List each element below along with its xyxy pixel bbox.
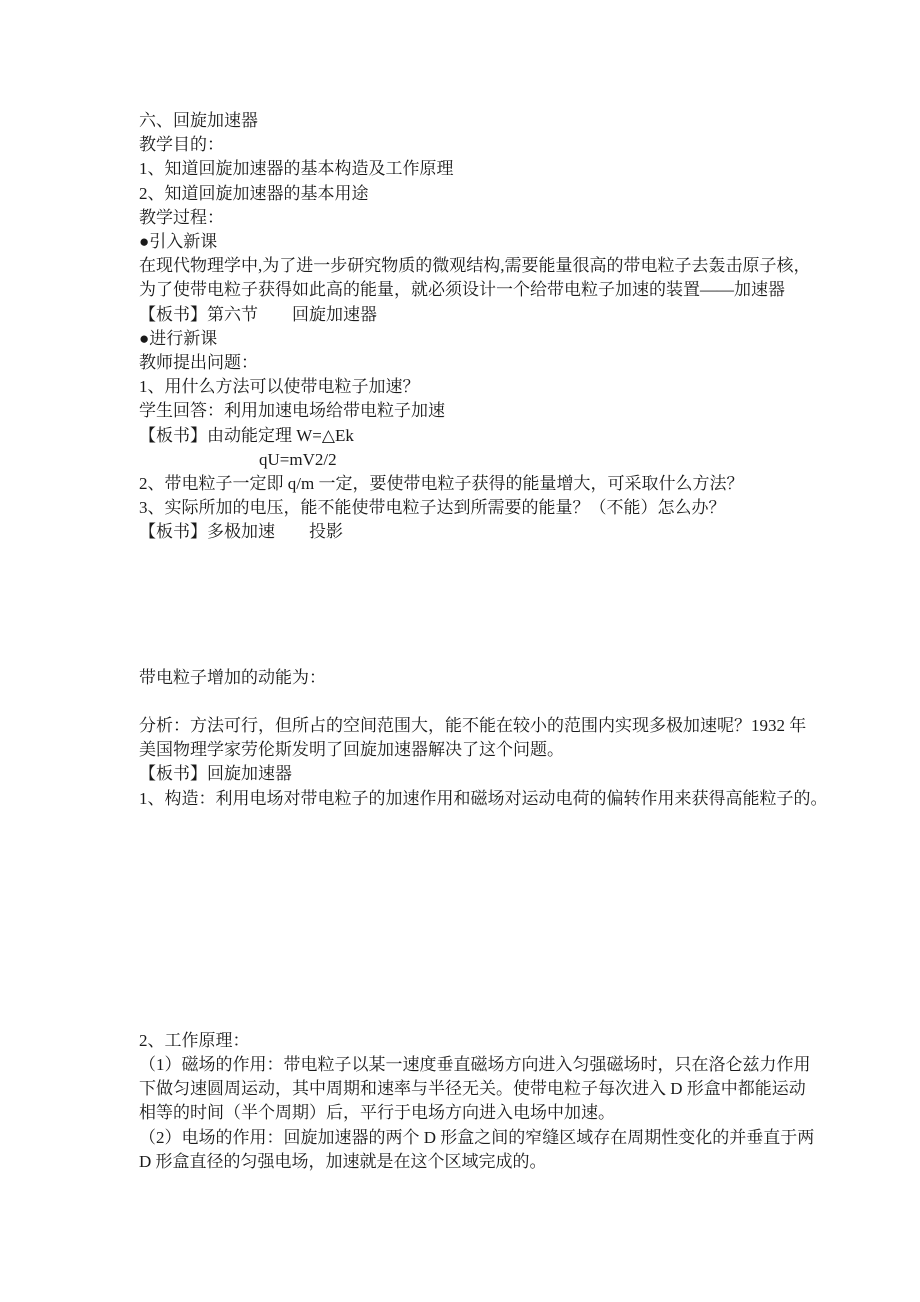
blank-line	[139, 859, 859, 883]
text-line: 【板书】回旋加速器	[139, 764, 292, 784]
text-line: 3、实际所加的电压，能不能使带电粒子达到所需要的能量？（不能）怎么办？	[139, 498, 726, 518]
blank-line	[139, 835, 859, 859]
text-line: 在现代物理学中,为了进一步研究物质的微观结构,需要能量很高的带电粒子去轰击原子核，	[139, 256, 811, 276]
blank-line	[139, 811, 859, 835]
text-line: 下做匀速圆周运动，其中周期和速率与半径无关。使带电粒子每次进入 D 形盒中都能运动	[139, 1079, 806, 1099]
blank-line	[139, 908, 859, 932]
text-line: D 形盒直径的匀强电场，加速就是在这个区域完成的。	[139, 1151, 547, 1171]
text-line: 教学过程：	[139, 207, 224, 227]
text-line: 2、知道回旋加速器的基本用途	[139, 183, 369, 203]
blank-line	[139, 617, 859, 641]
text-line: 1、知道回旋加速器的基本构造及工作原理	[139, 159, 454, 179]
text-line: （2）电场的作用：回旋加速器的两个 D 形盒之间的窄缝区域存在周期性变化的并垂直于两	[139, 1127, 815, 1147]
text-line: 六、回旋加速器	[139, 111, 258, 130]
text-line: 2、带电粒子一定即 q/m 一定，要使带电粒子获得的能量增大，可采取什么方法？	[139, 474, 744, 494]
text-line: 美国物理学家劳伦斯发明了回旋加速器解决了这个问题。	[139, 740, 564, 760]
text-line: 分析：方法可行，但所占的空间范围大，能不能在较小的范围内实现多极加速呢？1932 年	[139, 716, 807, 736]
text-line: （1）磁场的作用：带电粒子以某一速度垂直磁场方向进入匀强磁场时，只在洛仑兹力作用	[139, 1054, 811, 1074]
text-line: 1、构造：利用电场对带电粒子的加速作用和磁场对运动电荷的偏转作用来获得高能粒子的。	[139, 788, 828, 808]
blank-line	[139, 690, 859, 714]
text-line: ●进行新课	[139, 328, 218, 348]
blank-line	[139, 641, 859, 665]
text-line: 2、工作原理：	[139, 1030, 250, 1050]
blank-line	[139, 980, 859, 1004]
text-line: 为了使带电粒子获得如此高的能量，就必须设计一个给带电粒子加速的装置——加速器	[139, 280, 785, 300]
blank-line	[139, 884, 859, 908]
text-line: 【板书】多极加速 投影	[139, 522, 343, 542]
text-line: 相等的时间（半个周期）后，平行于电场方向进入电场中加速。	[139, 1103, 615, 1123]
blank-line	[139, 956, 859, 980]
text-line: 1、用什么方法可以使带电粒子加速？	[139, 377, 420, 397]
blank-line	[139, 593, 859, 617]
text-line: 学生回答：利用加速电场给带电粒子加速	[139, 401, 445, 421]
text-line: 【板书】由动能定理 W=△Ek	[139, 425, 354, 445]
blank-line	[139, 1005, 859, 1029]
document-body	[139, 109, 859, 1174]
blank-line	[139, 569, 859, 593]
text-line: 【板书】第六节 回旋加速器	[139, 304, 377, 324]
blank-line	[139, 932, 859, 956]
text-line: 教师提出问题：	[139, 353, 258, 373]
text-line: qU=mV2/2	[259, 449, 337, 469]
text-line: 教学目的：	[139, 135, 224, 155]
blank-line	[139, 545, 859, 569]
text-line: 带电粒子增加的动能为：	[139, 667, 326, 687]
text-line: ●引入新课	[139, 232, 218, 252]
